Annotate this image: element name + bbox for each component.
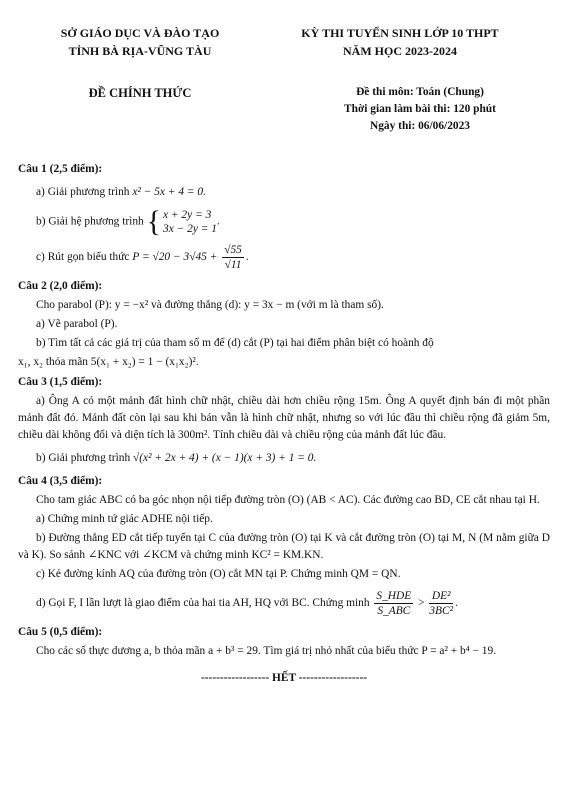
area-ratio-denominator: S_ABC [377, 605, 411, 617]
department-line2: TỈNH BÀ RỊA-VŨNG TÀU [68, 44, 212, 58]
question-4-title: Câu 4 (3,5 điểm): [18, 475, 103, 487]
school-year: NĂM HỌC 2023-2024 [343, 44, 457, 58]
question-1b: b) Giải hệ phương trình { x + 2y = 3 3x − 2y = 1 . [36, 205, 220, 238]
sqrt-fraction [222, 243, 244, 272]
question-1a [18, 184, 550, 201]
exam-content [18, 158, 550, 687]
fraction-denominator: √11 [224, 259, 242, 271]
official-label: ĐỀ CHÍNH THỨC [88, 86, 192, 100]
question-3b [18, 450, 550, 467]
question-2b-line1: b) Tìm tất cả các giá trị của tham số m để (d) cắt (P) tại hai điểm phân biệt có hoành độ [36, 337, 434, 349]
question-4c: c) Kẻ đường kính AQ của đường tròn (O) cắt MN tại P. Chứng minh QM = QN. [36, 568, 401, 580]
exam-date: Ngày thi: 06/06/2023 [370, 120, 470, 132]
equation-system [147, 207, 217, 237]
department-line1: SỞ GIÁO DỤC VÀ ĐÀO TẠO [60, 26, 220, 40]
question-4-intro: Cho tam giác ABC có ba góc nhọn nội tiếp đường tròn (O) (AB < AC). Các đường cao BD, CE cắt nhau tại H. [36, 494, 540, 506]
question-3b-equation: √(x² + 2x + 4) + (x − 1)(x + 3) + 1 = 0. [133, 452, 317, 464]
length-ratio-fraction [429, 589, 453, 618]
question-1c-expression: P = √20 − 3√45 + [132, 251, 218, 264]
fraction-numerator: √55 [224, 244, 242, 256]
question-2-title: Câu 2 (2,0 điểm): [18, 280, 103, 292]
brace-symbol: { [146, 205, 161, 238]
exam-info [280, 84, 560, 135]
area-ratio-fraction [374, 589, 413, 618]
question-2a: a) Vẽ parabol (P). [36, 318, 118, 330]
system-equation-1: x + 2y = 3 [163, 209, 212, 221]
question-1a-equation: x² − 5x + 4 = 0. [132, 186, 206, 198]
exam-title-block [275, 24, 525, 60]
question-4a: a) Chứng minh tứ giác ADHE nội tiếp. [36, 513, 213, 525]
department-block [20, 24, 260, 60]
length-ratio-denominator: 3BC² [429, 605, 454, 617]
question-1a-text: a) Giải phương trình [36, 186, 130, 198]
question-1b-text: b) Giải hệ phương trình [36, 215, 144, 228]
question-5-text: Cho các số thực dương a, b thỏa mãn a + b³ = 29. Tìm giá trị nhỏ nhất của biểu thức P = a² + b⁴ − 19. [36, 645, 497, 657]
question-4d: d) Gọi F, I lần lượt là giao điểm của hai tia AH, HQ với BC. Chứng minh $\frac{\text{S\_HDE}}{\text{S\_ABC}}$ > $\frac{\text{DE²}}{\text{3BC²}}$ . [36, 590, 458, 617]
question-2-intro: Cho parabol (P): y = −x² và đường thẳng (d): y = 3x − m (với m là tham số). [36, 299, 384, 311]
system-equation-2: 3x − 2y = 1 [163, 223, 217, 235]
question-1-title: Câu 1 (2,5 điểm): [18, 163, 103, 175]
area-ratio-numerator: S_HDE [376, 590, 412, 602]
question-4b: b) Đường thẳng ED cắt tiếp tuyến tại C của đường tròn (O) tại K và cắt đường tròn (O) tại M, N (M nằm giữa D và K). So sánh ∠KNC với ∠KCM và chứng minh KC² = KM.KN. [18, 532, 550, 561]
question-1c: c) Rút gọn biểu thức P = √20 − 3√45 + $\frac{√55}{√11}$ . [36, 244, 249, 271]
question-3a: a) Ông A có một mảnh đất hình chữ nhật, chiều dài hơn chiều rộng 15m. Ông A quyết định bán đi một phần mảnh đất đó. Mảnh đất còn lại sau khi bán vẫn là hình chữ nhật, nhưng so với lúc đầu thì chiều rộng đã giảm 5m, chiều dài không đổi và diện tích là 300m². Tính chiều dài và chiều rộng của mảnh đất lúc đầu. [18, 395, 550, 441]
question-4d-text: d) Gọi F, I lần lượt là giao điểm của hai tia AH, HQ với BC. Chứng minh [36, 597, 370, 610]
greater-than-symbol: > [418, 597, 425, 610]
question-3b-text: b) Giải phương trình [36, 452, 131, 464]
end-marker: ------------------ HẾT ------------------ [200, 672, 368, 684]
exam-duration: Thời gian làm bài thi: 120 phút [344, 103, 496, 115]
exam-subject: Đề thi môn: Toán (Chung) [356, 86, 484, 98]
question-2b-line2: x₁, x₂ thỏa mãn 5(x₁ + x₂) = 1 − (x₁x₂)². [18, 356, 199, 368]
question-3-title: Câu 3 (1,5 điểm): [18, 376, 103, 388]
exam-title: KỲ THI TUYỂN SINH LỚP 10 THPT [301, 26, 499, 40]
question-1c-text: c) Rút gọn biểu thức [36, 251, 130, 264]
length-ratio-numerator: DE² [429, 589, 453, 604]
question-5-title: Câu 5 (0,5 điểm): [18, 626, 103, 638]
